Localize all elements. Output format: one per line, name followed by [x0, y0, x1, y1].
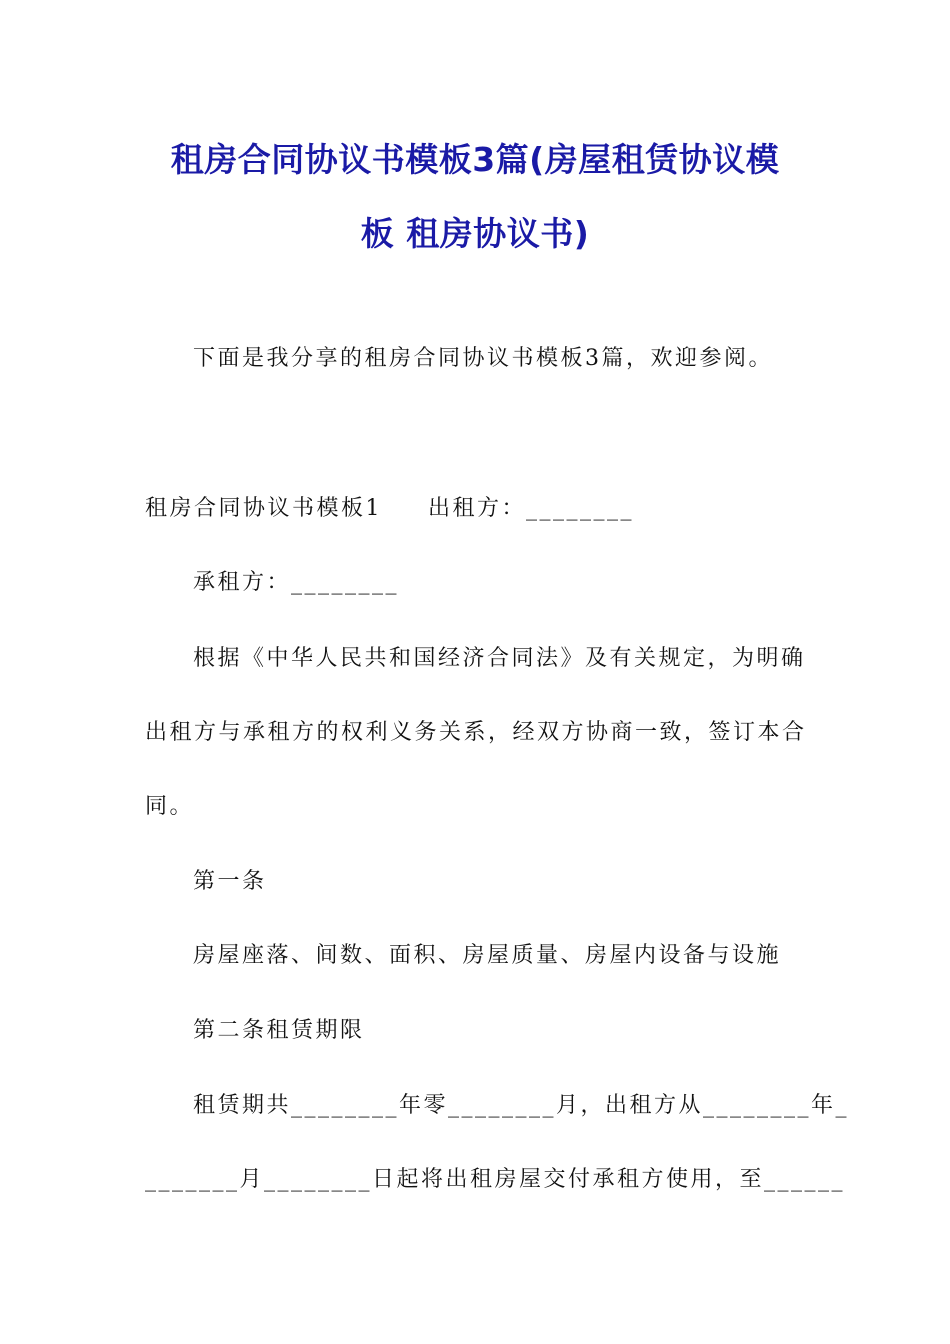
article-1-title: 第一条: [193, 869, 267, 894]
lessee-field: 承租方：________: [193, 570, 400, 595]
preamble-line-3: 同。: [145, 794, 195, 819]
template-1-heading: 租房合同协议书模板1: [145, 496, 382, 521]
article-2-title: 第二条租赁期限: [193, 1018, 365, 1043]
document-title-line-2: 板 租房协议书): [360, 214, 590, 253]
article-2-line-1: 租赁期共________年零________月，出租方从________年_: [193, 1093, 850, 1118]
article-1-body: 房屋座落、间数、面积、房屋质量、房屋内设备与设施: [193, 943, 782, 968]
document-title-line-1: 租房合同协议书模板3篇(房屋租赁协议模: [170, 140, 780, 179]
lessor-field: 出租方：________: [428, 496, 635, 521]
preamble-line-1: 根据《中华人民共和国经济合同法》及有关规定，为明确: [193, 646, 806, 671]
preamble-line-2: 出租方与承租方的权利义务关系，经双方协商一致，签订本合: [145, 720, 807, 745]
article-2-line-2: _______月________日起将出租房屋交付承租方使用，至______: [145, 1167, 846, 1192]
intro-paragraph: 下面是我分享的租房合同协议书模板3篇，欢迎参阅。: [193, 346, 773, 371]
template-1-heading-row: [145, 498, 810, 520]
